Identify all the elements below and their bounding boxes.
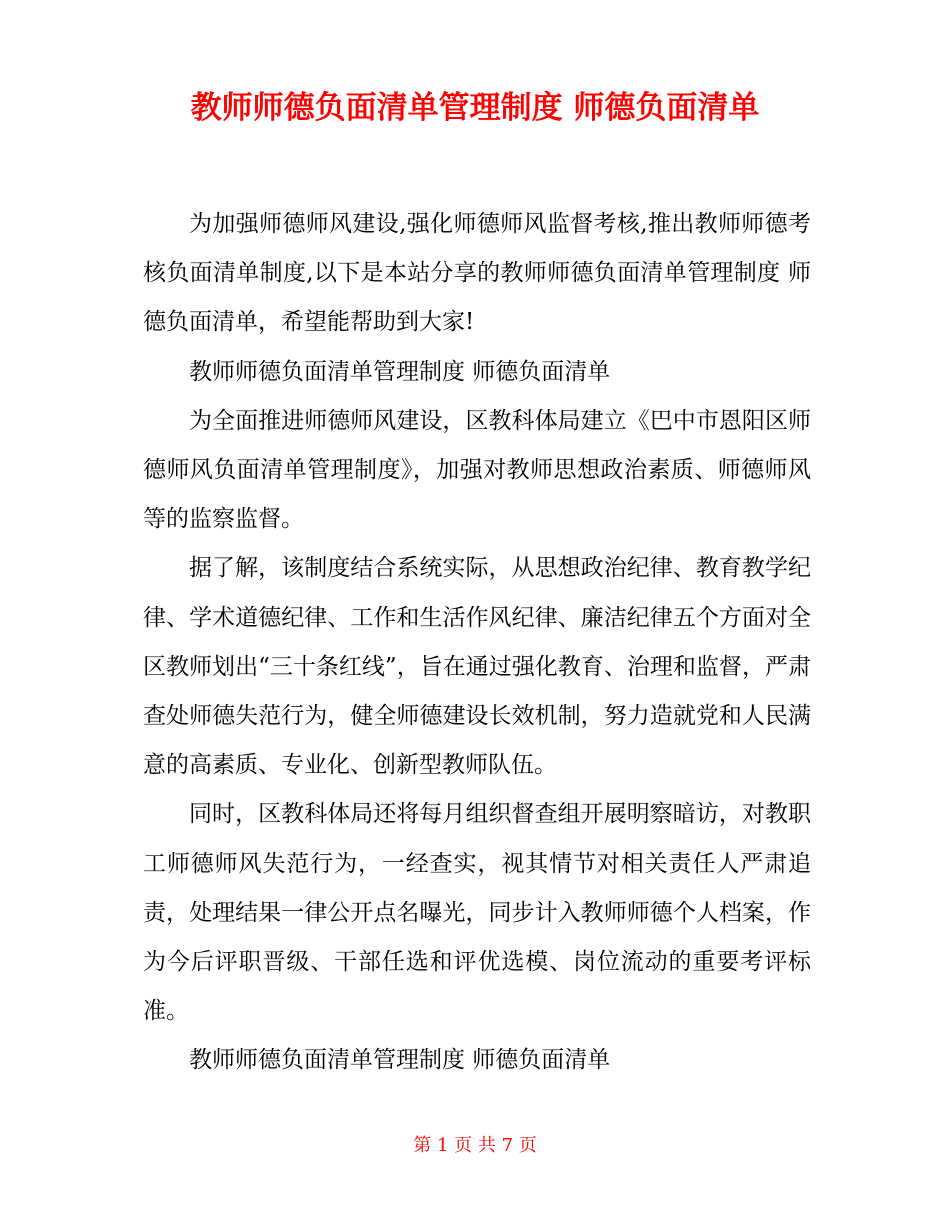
- paragraph-closing-subtitle: 教师师德负面清单管理制度 师德负面清单: [189, 1047, 611, 1074]
- paragraph-overview: 为全面推进师德师风建设，区教科体局建立《巴中市恩阳区师德师风负面清单管理制度》，加强对教师思想政治素质、师德师风等的监察监督。: [143, 407, 811, 533]
- paragraph-details: 据了解，该制度结合系统实际，从思想政治纪律、教育教学纪律、学术道德纪律、工作和生活作风纪律、廉洁纪律五个方面对全区教师划出“三十条红线”，旨在通过强化教育、治理和监督，严肃查处师德失范行为，健全师德建设长效机制，努力造就党和人民满意的高素质、专业化、创新型教师队伍。: [143, 555, 811, 779]
- page-number-footer: 第 1 页 共 7 页: [413, 1135, 537, 1156]
- paragraph-enforcement: 同时，区教科体局还将每月组织督查组开展明察暗访，对教职工师德师风失范行为，一经查实，视其情节对相关责任人严肃追责，处理结果一律公开点名曝光，同步计入教师师德个人档案，作为今后评职晋级、干部任选和评优选模、岗位流动的重要考评标准。: [143, 801, 811, 1025]
- paragraph-intro: 为加强师德师风建设,强化师德师风监督考核,推出教师师德考核负面清单制度,以下是本站分享的教师师德负面清单管理制度 师德负面清单，希望能帮助到大家!: [143, 211, 811, 336]
- document-title: 教师师德负面清单管理制度 师德负面清单: [190, 90, 760, 126]
- document-body: [143, 200, 811, 1086]
- paragraph-subtitle: 教师师德负面清单管理制度 师德负面清单: [189, 358, 611, 385]
